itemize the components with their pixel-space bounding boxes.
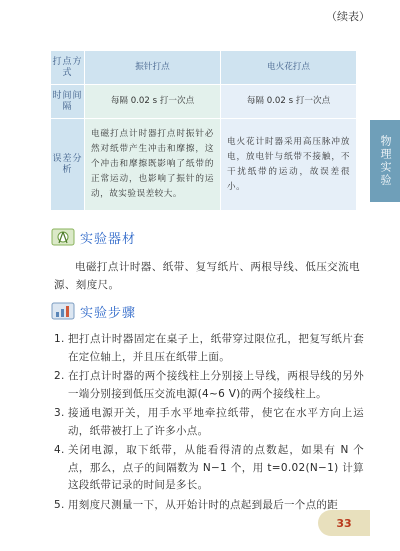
- steps-heading: [50, 300, 136, 322]
- list-item: [54, 368, 364, 403]
- steps-title: 实验步骤: [80, 305, 137, 321]
- step-text: 在打点计时器的两个接线柱上分别接上导线，两根导线的另外一端分别接到低压交流电源(4~6 V)的两个接线柱上。: [68, 370, 364, 400]
- step-text: 接通电源开关，用手水平地牵拉纸带，使它在水平方向上运动，纸带被打上了许多小点。: [68, 407, 364, 437]
- page-number: 33: [318, 510, 370, 536]
- table-row: [51, 51, 357, 85]
- bar-chart-icon: [50, 300, 76, 322]
- cell-b: 每隔 0.02 s 打一次点: [221, 85, 357, 119]
- step-number: 3.: [54, 407, 65, 419]
- cell-b: 电火花计时器采用高压脉冲放电，放电针与纸带不接触，不干扰纸带的运动，故误差很小。: [221, 119, 357, 211]
- list-item: [54, 405, 364, 440]
- list-item: [54, 497, 364, 515]
- table-row: [51, 85, 357, 119]
- step-text: 关闭电源，取下纸带，从能看得清的点数起，如果有 N 个点，那么，点子的间隔数为 N−1 个，用 t=0.02(N−1) 计算这段纸带记录的时间是多长。: [68, 444, 364, 491]
- list-item: [54, 331, 364, 366]
- step-number: 4.: [54, 444, 65, 456]
- materials-title: 实验器材: [80, 231, 137, 247]
- col-header-b: 电火花打点: [221, 51, 357, 85]
- materials-text: 电磁打点计时器、纸带、复写纸片、两根导线、低压交流电源、刻度尺。: [54, 261, 360, 291]
- row-head: 打点方式: [51, 51, 85, 85]
- col-header-a: 振针打点: [85, 51, 221, 85]
- compass-tools-icon: [50, 226, 76, 248]
- side-tab: 物理实验: [370, 120, 400, 202]
- row-head: 时间间隔: [51, 85, 85, 119]
- row-head: 误差分析: [51, 119, 85, 211]
- continued-label: （续表）: [326, 10, 370, 23]
- list-item: [54, 442, 364, 495]
- step-text: 把打点计时器固定在桌子上，纸带穿过限位孔，把复写纸片套在定位轴上，并且压在纸带上面。: [68, 333, 364, 363]
- cell-a: 电磁打点计时器打点时振针必然对纸带产生冲击和摩擦，这个冲击和摩擦既影响了纸带的正常运动，也影响了振针的运动，故实验误差较大。: [85, 119, 221, 211]
- cell-a: 每隔 0.02 s 打一次点: [85, 85, 221, 119]
- comparison-table: [50, 50, 357, 211]
- materials-heading: [50, 226, 136, 248]
- step-text: 用刻度尺测量一下，从开始计时的点起到最后一个点的距: [68, 498, 338, 511]
- steps-list: [54, 331, 364, 516]
- step-number: 5.: [54, 498, 65, 511]
- step-number: 2.: [54, 370, 65, 382]
- step-number: 1.: [54, 333, 65, 345]
- table-row: [51, 119, 357, 211]
